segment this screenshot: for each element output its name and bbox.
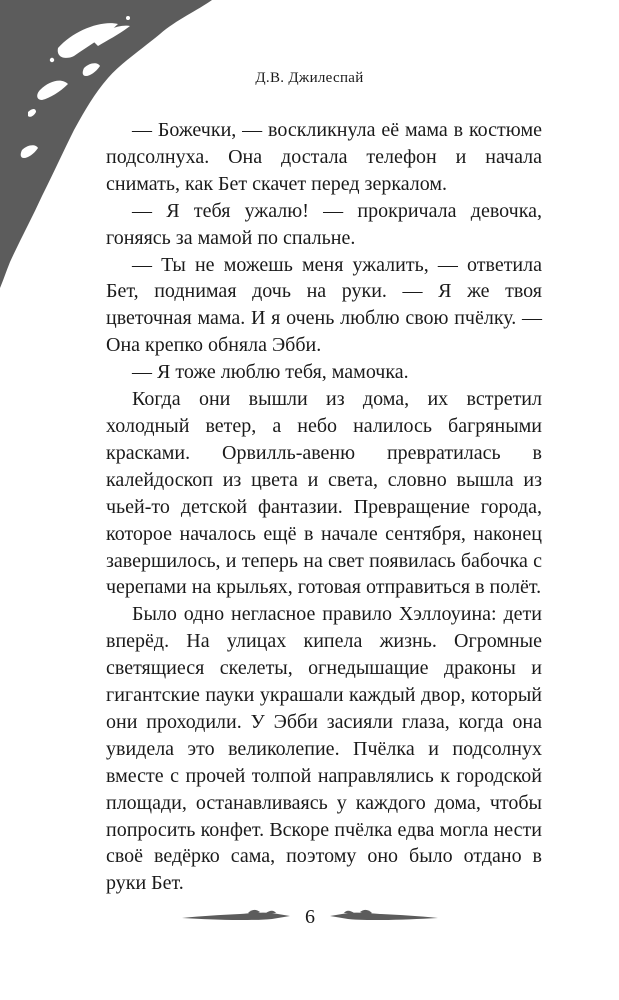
- page-number: 6: [305, 905, 315, 928]
- paragraph: Было одно негласное правило Хэллоуина: дети вперёд. На улицах кипела жизнь. Огромные светящиеся скелеты, огнедышащие драконы и гигантские пауки украшали каждый двор, который они проходили. У Эбби засияли глаза, когда она увидела это великолепие. Пчёлка и подсолнух вместе с прочей толпой направлялись к городской площади, останавливаясь у каждого дома, чтобы попросить конфет. Вскоре пчёлка едва могла нести своё ведёрко сама, поэтому оно было отдано в руки Бет.: [106, 603, 542, 895]
- dagger-ornament-icon: [328, 906, 440, 928]
- paragraph: — Я тоже люблю тебя, мамочка.: [132, 361, 409, 384]
- paragraph: — Я тебя ужалю! — прокричала девочка, гоняясь за мамой по спальне.: [106, 199, 542, 249]
- page-footer: [180, 902, 440, 932]
- running-title: Д.В. Джилеспай: [255, 70, 364, 86]
- dagger-ornament-icon: [180, 906, 292, 928]
- paragraph: Когда они вышли из дома, их встретил холодный ветер, а небо налилось багряными красками. Орвилль-авеню превратилась в калейдоскоп из цвета и света, словно вышла из чьей-то детской фантазии. Превращение города, которое началось ещё в начале сентября, наконец завершилось, и теперь на свет появилась бабочка с черепами на крыльях, готовая отправиться в полёт.: [106, 388, 542, 599]
- paragraph: — Божечки, — воскликнула её мама в костюме подсолнуха. Она достала телефон и начала снимать, как Бет скачет перед зеркалом.: [106, 119, 542, 195]
- paragraph: — Ты не можешь меня ужалить, — ответила Бет, поднимая дочь на руки. — Я же твоя цветочная мама. И я очень люблю свою пчёлку. — Она крепко обняла Эбби.: [106, 253, 542, 357]
- body-text: [106, 117, 542, 897]
